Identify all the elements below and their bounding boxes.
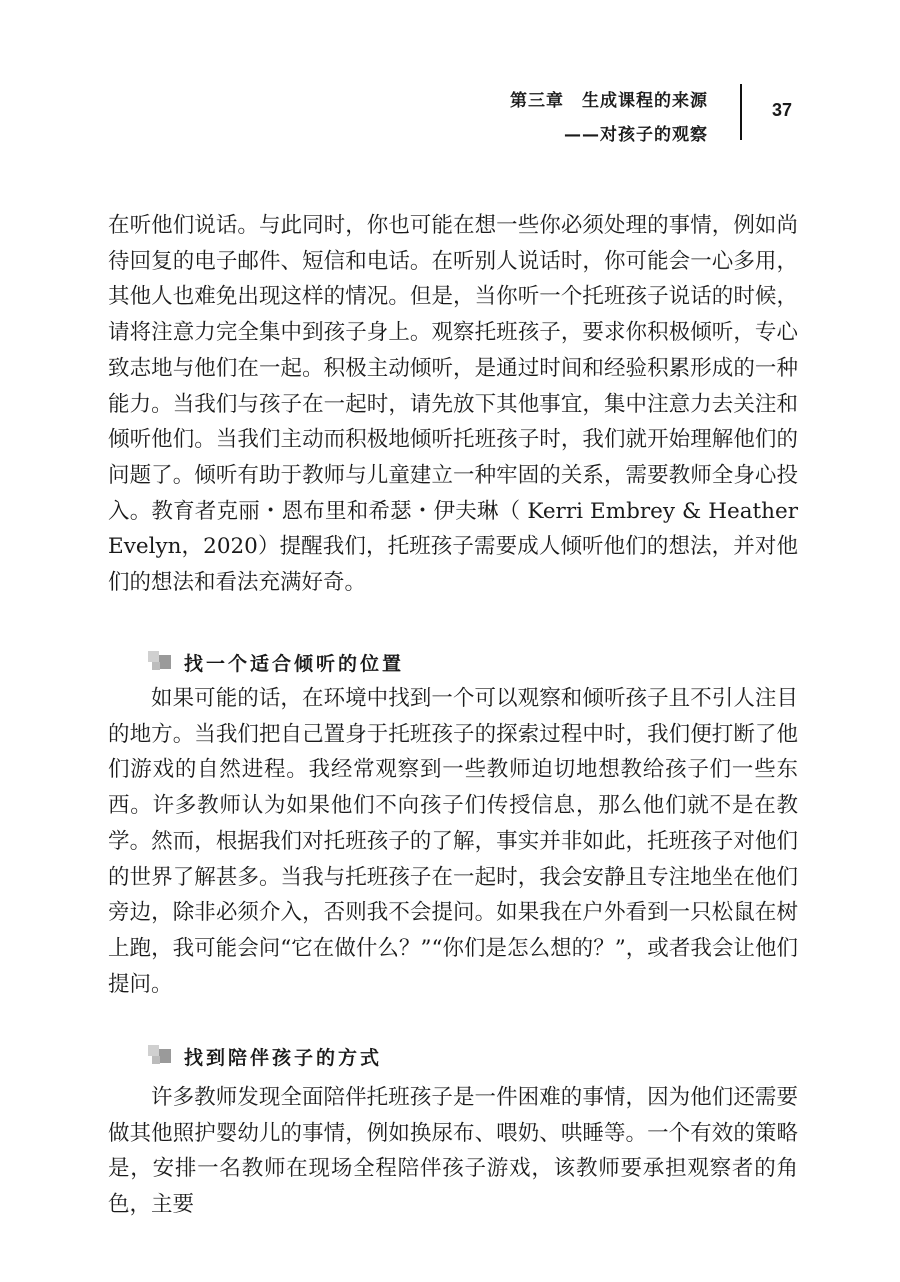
chapter-title: 第三章 生成课程的来源 <box>510 91 708 111</box>
heading-bullet-icon <box>148 1045 174 1067</box>
heading-bullet-icon <box>148 651 174 673</box>
chapter-subtitle: ——对孩子的观察 <box>564 125 708 145</box>
section-heading-1 <box>148 648 404 676</box>
running-header <box>0 84 900 144</box>
section-heading-1-text: 找一个适合倾听的位置 <box>184 652 405 675</box>
section-heading-2 <box>148 1042 382 1070</box>
header-divider <box>740 84 742 140</box>
paragraph-1: 在听他们说话。与此同时，你也可能在想一些你必须处理的事情，例如尚待回复的电子邮件、短信和电话。在听别人说话时，你可能会一心多用，其他人也难免出现这样的情况。但是，当你听一个托班孩子说话的时候，请将注意力完全集中到孩子身上。观察托班孩子，要求你积极倾听，专心致志地与他们在一起。积极主动倾听，是通过时间和经验积累形成的一种能力。当我们与孩子在一起时，请先放下其他事宜，集中注意力去关注和倾听他们。当我们主动而积极地倾听托班孩子时，我们就开始理解他们的问题了。倾听有助于教师与儿童建立一种牢固的关系，需要教师全身心投入。教育者克丽・恩布里和希瑟・伊夫琳（ Kerri Embrey & Heather Evelyn，2020）提醒我们，托班孩子需要成人倾听他们的想法，并对他们的想法和看法充满好奇。 <box>108 213 798 596</box>
paragraph-2: 如果可能的话，在环境中找到一个可以观察和倾听孩子且不引人注目的地方。当我们把自己置身于托班孩子的探索过程中时，我们便打断了他们游戏的自然进程。我经常观察到一些教师迫切地想教给孩子们一些东西。许多教师认为如果他们不向孩子们传授信息，那么他们就不是在教学。然而，根据我们对托班孩子的了解，事实并非如此，托班孩子对他们的世界了解甚多。当我与托班孩子在一起时，我会安静且专注地坐在他们旁边，除非必须介入，否则我不会提问。如果我在户外看到一只松鼠在树上跑，我可能会问“它在做什么？”“你们是怎么想的？”，或者我会让他们提问。 <box>108 686 798 997</box>
section-heading-2-text: 找到陪伴孩子的方式 <box>184 1046 383 1069</box>
paragraph-3: 许多教师发现全面陪伴托班孩子是一件困难的事情，因为他们还需要做其他照护婴幼儿的事情，例如换尿布、喂奶、哄睡等。一个有效的策略是，安排一名教师在现场全程陪伴孩子游戏，该教师要承担观察者的角色，主要 <box>108 1085 798 1218</box>
page-number: 37 <box>772 100 793 120</box>
